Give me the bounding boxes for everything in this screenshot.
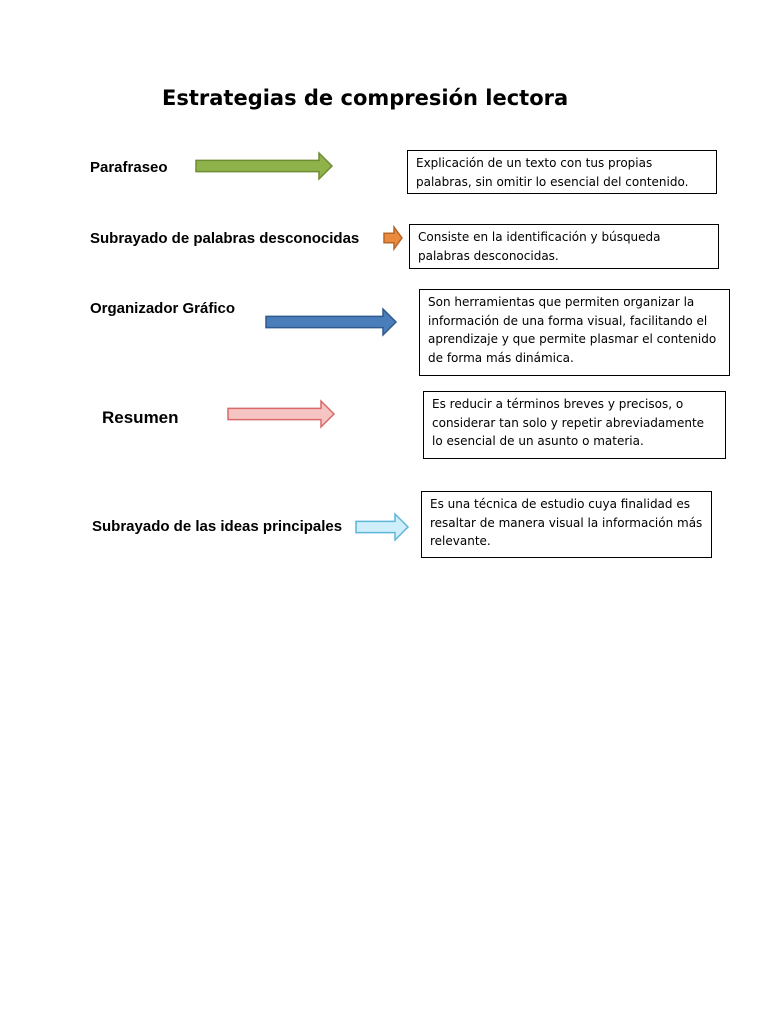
description-box-parafraseo: Explicación de un texto con tus propias palabras, sin omitir lo esencial del contenido. — [407, 150, 717, 194]
page-title: Estrategias de compresión lectora — [162, 86, 569, 110]
arrow-ideas-principales — [355, 513, 409, 541]
strategy-label-resumen: Resumen — [102, 408, 179, 427]
arrow-shape — [266, 309, 396, 335]
arrow-shape — [384, 227, 402, 249]
arrow-subrayado-palabras — [383, 226, 403, 250]
strategy-label-organizador: Organizador Gráfico — [90, 300, 236, 317]
arrow-resumen — [227, 400, 335, 428]
arrow-organizador — [265, 308, 397, 336]
arrow-shape — [196, 153, 332, 179]
description-box-ideas-principales: Es una técnica de estudio cuya finalidad es resaltar de manera visual la información más relevante. — [421, 491, 712, 558]
description-box-organizador: Son herramientas que permiten organizar la información de una forma visual, facilitando el aprendizaje y que permite plasmar el contenido de forma más dinámica. — [419, 289, 730, 376]
description-box-subrayado-palabras: Consiste en la identificación y búsqueda palabras desconocidas. — [409, 224, 719, 269]
arrow-shape — [228, 401, 334, 427]
strategy-label-parafraseo: Parafraseo — [90, 159, 168, 176]
description-box-resumen: Es reducir a términos breves y precisos, o considerar tan solo y repetir abreviadamente lo esencial de un asunto o materia. — [423, 391, 726, 459]
arrow-parafraseo — [195, 152, 333, 180]
strategy-label-subrayado-palabras: Subrayado de palabras desconocidas — [90, 230, 360, 247]
strategy-label-ideas-principales: Subrayado de las ideas principales — [92, 518, 343, 535]
arrow-shape — [356, 514, 408, 540]
